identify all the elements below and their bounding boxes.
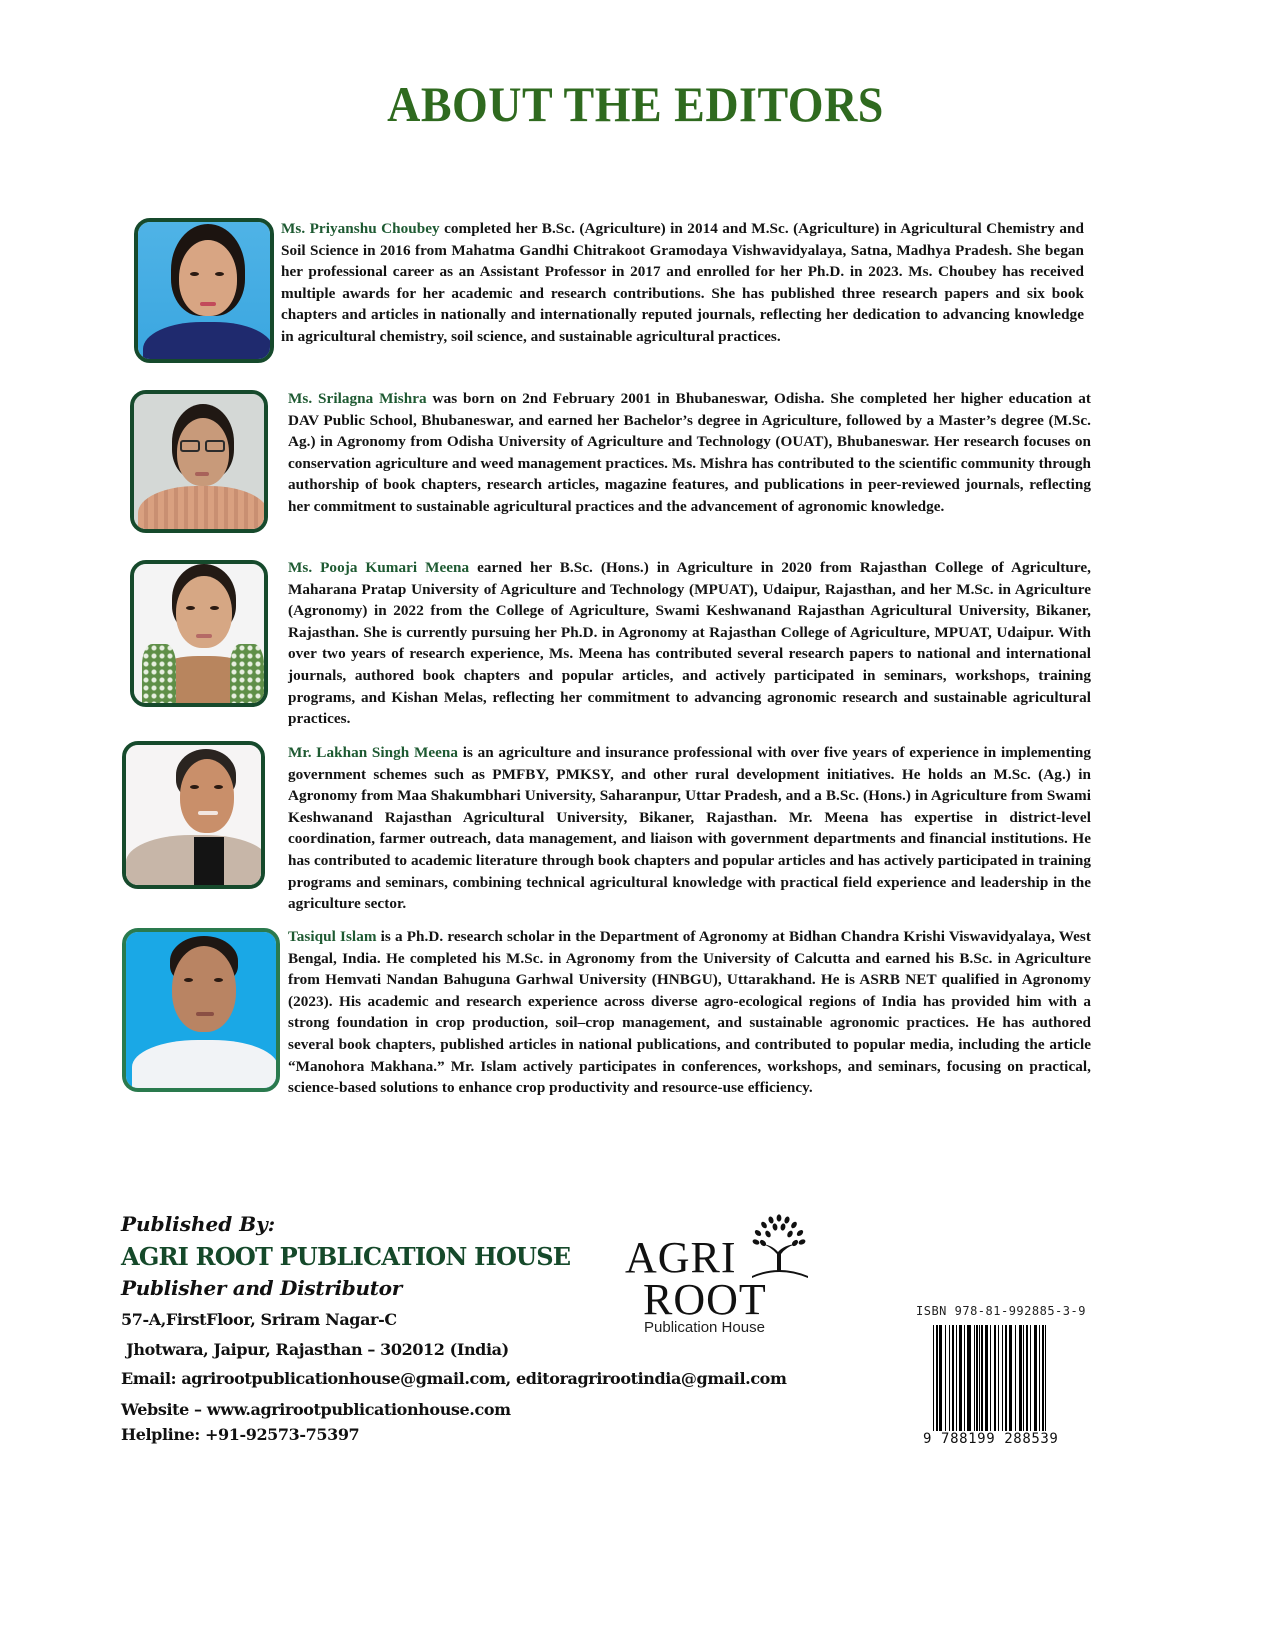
agri-root-logo — [620, 1212, 810, 1362]
editor-name: Ms. Pooja Kumari Meena — [288, 559, 470, 576]
editor-bio: Tasiqul Islam is a Ph.D. research scholar in the Department of Agronomy at Bidhan Chandra Krishi Viswavidyalaya, West Bengal, India. He completed his M.Sc. in Agronomy from the University of Calcutta and earned his B.Sc. in Agriculture from Hemvati Nandan Bahuguna Garhwal University (HNBGU), Uttarakhand. He is ASRB NET qualified in Agronomy (2023). His academic and research experience across diverse agro-ecological regions of India has provided him with a strong foundation in crop production, soil–crop management, and sustainable agronomic practices. He has authored several book chapters, published articles in national publications, and contributed to popular media, including the article “Manohora Makhana.” Mr. Islam actively participates in conferences, workshops, and seminars, focusing on practical, science-based solutions to enhance crop productivity and resource-use efficiency. — [288, 928, 1091, 1097]
isbn-barcode — [933, 1325, 1083, 1440]
editor-bio: Mr. Lakhan Singh Meena is an agriculture and insurance professional with over five years of experience in implementing government schemes such as PMFBY, PMKSY, and other rural development initiatives. He holds an M.Sc. (Ag.) in Agronomy from Maa Shakumbhari University, Saharanpur, Uttar Pradesh, and a B.Sc. (Hons.) in Agriculture from Swami Keshwanand Rajasthan Agricultural University, Bikaner, Rajasthan. Mr. Meena has expertise in district-level coordination, farmer outreach, data management, and liaison with government departments and financial institutions. He has contributed to academic literature through book chapters and popular articles and has actively participated in training programs and seminars, combining technical agricultural knowledge with practical field experience and leadership in the agriculture sector. — [288, 744, 1091, 913]
helpline-line: Helpline: +91-92573-75397 — [121, 1425, 360, 1444]
barcode-digits: 9 788199 288539 — [923, 1431, 1059, 1447]
editor-photo — [130, 390, 268, 533]
editor-bio: Ms. Pooja Kumari Meena earned her B.Sc. (Hons.) in Agriculture in 2020 from Rajasthan College of Agriculture, Maharana Pratap University of Agriculture and Technology (MPUAT), Udaipur, Rajasthan, and her M.Sc. in Agriculture (Agronomy) in 2022 from the College of Agriculture, Swami Keshwanand Rajasthan Agricultural University, Bikaner, Rajasthan. She is currently pursuing her Ph.D. in Agronomy at Rajasthan College of Agriculture, MPUAT, Udaipur. With over two years of research experience, Ms. Meena has contributed several research papers to national and international journals, authored book chapters and popular articles, and actively participated in seminars, workshops, training programs, and Kishan Melas, reflecting her commitment to advancing agronomic research and sustainable agricultural practices. — [288, 559, 1091, 728]
editor-name: Ms. Srilagna Mishra — [288, 390, 427, 407]
website-line: Website – www.agrirootpublicationhouse.com — [121, 1400, 511, 1419]
editor-photo — [122, 928, 280, 1092]
publisher-role: Publisher and Distributor — [121, 1276, 402, 1300]
address-line-2: Jhotwara, Jaipur, Rajasthan – 302012 (India) — [121, 1340, 509, 1359]
isbn-label: ISBN 978-81-992885-3-9 — [916, 1304, 1086, 1318]
page-title: ABOUT THE EDITORS — [387, 76, 884, 133]
logo-subtitle: Publication House — [644, 1319, 765, 1336]
editor-photo — [130, 560, 268, 707]
editor-bio: Ms. Priyanshu Choubey completed her B.Sc. (Agriculture) in 2014 and M.Sc. (Agriculture) in Agricultural Chemistry and Soil Science in 2016 from Mahatma Gandhi Chitrakoot Gramodaya Vishwavidyalaya, Satna, Madhya Pradesh. She began her professional career as an Assistant Professor in 2017 and enrolled for her Ph.D. in 2023. Ms. Choubey has received multiple awards for her academic and research contributions. She has published three research papers and six book chapters and articles in nationally and internationally reputed journals, reflecting her dedication to advancing knowledge in agricultural chemistry, soil science, and sustainable agricultural practices. — [281, 220, 1084, 345]
address-line-1: 57-A,FirstFloor, Sriram Nagar-C — [121, 1310, 397, 1329]
logo-text-agri: AGRI — [625, 1233, 737, 1282]
editor-name: Ms. Priyanshu Choubey — [281, 220, 440, 237]
editor-photo — [122, 741, 265, 889]
editor-bio: Ms. Srilagna Mishra was born on 2nd February 2001 in Bhubaneswar, Odisha. She completed her higher education at DAV Public School, Bhubaneswar, and earned her Bachelor’s degree in Agriculture, followed by a Master’s degree (M.Sc. Ag.) in Agronomy from Odisha University of Agriculture and Technology (OUAT), Bhubaneswar. Her research focuses on conservation agriculture and weed management practices. Ms. Mishra has contributed to the scientific community through authorship of book chapters, research articles, magazine features, and publications in peer-reviewed journals, reflecting her commitment to sustainable agricultural practices and the advancement of agronomic knowledge. — [288, 390, 1092, 515]
editor-name: Mr. Lakhan Singh Meena — [288, 744, 459, 761]
published-by-label: Published By: — [121, 1212, 276, 1236]
email-line: Email: agrirootpublicationhouse@gmail.com, editoragrirootindia@gmail.com — [121, 1369, 787, 1388]
publisher-name: AGRI ROOT PUBLICATION HOUSE — [121, 1242, 571, 1271]
editor-photo — [134, 218, 274, 363]
editor-name: Tasiqul Islam — [288, 928, 377, 945]
tree-icon — [748, 1212, 810, 1282]
logo-text-root: ROOT — [643, 1275, 767, 1324]
